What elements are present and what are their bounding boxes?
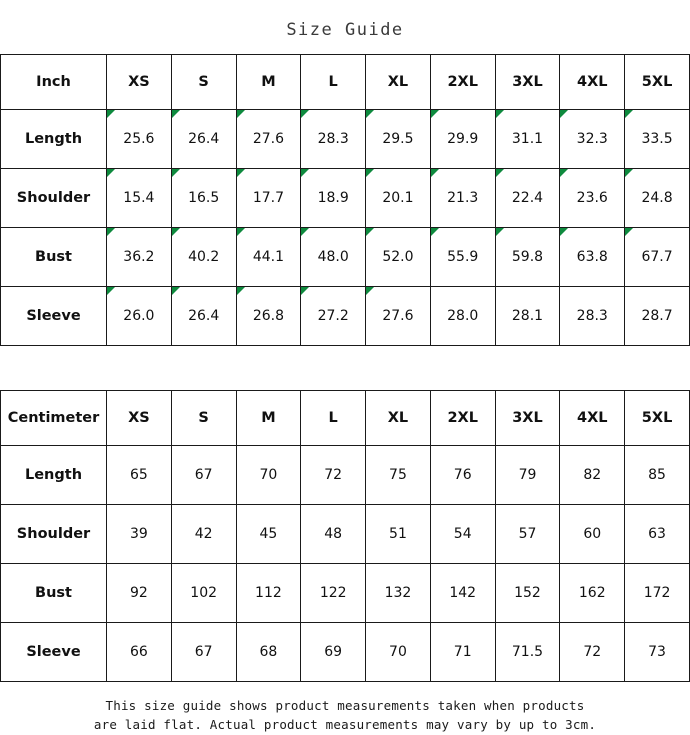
cell-bust-l: 122 xyxy=(301,564,366,623)
cell-sleeve-5xl: 73 xyxy=(625,623,690,682)
column-header-l: L xyxy=(301,391,366,446)
cell-shoulder-s: 16.5 xyxy=(171,169,236,228)
column-header-2xl: 2XL xyxy=(430,55,495,110)
cell-shoulder-xl: 20.1 xyxy=(366,169,431,228)
table-row xyxy=(1,287,690,346)
cell-shoulder-xs: 39 xyxy=(107,505,172,564)
cell-length-xl: 75 xyxy=(366,446,431,505)
table-spacer xyxy=(0,346,690,390)
cell-sleeve-2xl: 71 xyxy=(430,623,495,682)
table-row xyxy=(1,446,690,505)
cell-bust-xs: 92 xyxy=(107,564,172,623)
page-title: Size Guide xyxy=(286,20,404,40)
cell-bust-2xl: 55.9 xyxy=(430,228,495,287)
cell-sleeve-xl: 70 xyxy=(366,623,431,682)
cell-bust-xs: 36.2 xyxy=(107,228,172,287)
footer-note-line-1: This size guide shows product measurements taken when products xyxy=(105,698,585,713)
size-table-centimeter xyxy=(0,390,690,682)
cell-bust-l: 48.0 xyxy=(301,228,366,287)
cell-sleeve-s: 67 xyxy=(171,623,236,682)
cell-length-4xl: 82 xyxy=(560,446,625,505)
cell-bust-m: 112 xyxy=(236,564,301,623)
cell-shoulder-m: 45 xyxy=(236,505,301,564)
cell-length-xs: 25.6 xyxy=(107,110,172,169)
cell-bust-s: 40.2 xyxy=(171,228,236,287)
table-row xyxy=(1,505,690,564)
column-header-3xl: 3XL xyxy=(495,391,560,446)
cell-length-m: 27.6 xyxy=(236,110,301,169)
cell-length-5xl: 85 xyxy=(625,446,690,505)
row-label-shoulder: Shoulder xyxy=(1,505,107,564)
cell-bust-3xl: 59.8 xyxy=(495,228,560,287)
table-row xyxy=(1,110,690,169)
cell-shoulder-5xl: 63 xyxy=(625,505,690,564)
cell-shoulder-4xl: 60 xyxy=(560,505,625,564)
cell-sleeve-3xl: 71.5 xyxy=(495,623,560,682)
column-header-l: L xyxy=(301,55,366,110)
cell-shoulder-3xl: 22.4 xyxy=(495,169,560,228)
column-header-5xl: 5XL xyxy=(625,391,690,446)
row-label-sleeve: Sleeve xyxy=(1,623,107,682)
cell-sleeve-m: 68 xyxy=(236,623,301,682)
cell-length-xs: 65 xyxy=(107,446,172,505)
cell-length-3xl: 31.1 xyxy=(495,110,560,169)
column-header-4xl: 4XL xyxy=(560,391,625,446)
table-row xyxy=(1,228,690,287)
cell-length-m: 70 xyxy=(236,446,301,505)
cell-shoulder-l: 18.9 xyxy=(301,169,366,228)
column-header-xl: XL xyxy=(366,55,431,110)
cell-length-l: 72 xyxy=(301,446,366,505)
row-label-bust: Bust xyxy=(1,564,107,623)
table-row xyxy=(1,169,690,228)
cell-sleeve-4xl: 28.3 xyxy=(560,287,625,346)
cell-bust-xl: 52.0 xyxy=(366,228,431,287)
column-header-3xl: 3XL xyxy=(495,55,560,110)
cell-shoulder-2xl: 21.3 xyxy=(430,169,495,228)
cell-sleeve-xs: 26.0 xyxy=(107,287,172,346)
cell-length-xl: 29.5 xyxy=(366,110,431,169)
cell-sleeve-l: 69 xyxy=(301,623,366,682)
cell-sleeve-4xl: 72 xyxy=(560,623,625,682)
cell-shoulder-xl: 51 xyxy=(366,505,431,564)
cell-bust-s: 102 xyxy=(171,564,236,623)
cell-length-4xl: 32.3 xyxy=(560,110,625,169)
cell-shoulder-2xl: 54 xyxy=(430,505,495,564)
row-label-length: Length xyxy=(1,446,107,505)
column-header-m: M xyxy=(236,55,301,110)
cell-length-2xl: 76 xyxy=(430,446,495,505)
row-label-bust: Bust xyxy=(1,228,107,287)
footer-note xyxy=(0,682,690,735)
column-header-5xl: 5XL xyxy=(625,55,690,110)
table-row xyxy=(1,564,690,623)
cell-bust-xl: 132 xyxy=(366,564,431,623)
column-header-2xl: 2XL xyxy=(430,391,495,446)
table-header-row xyxy=(1,55,690,110)
cell-shoulder-4xl: 23.6 xyxy=(560,169,625,228)
size-table-inch xyxy=(0,54,690,346)
column-header-4xl: 4XL xyxy=(560,55,625,110)
cell-bust-4xl: 162 xyxy=(560,564,625,623)
row-label-length: Length xyxy=(1,110,107,169)
cell-length-5xl: 33.5 xyxy=(625,110,690,169)
cell-length-3xl: 79 xyxy=(495,446,560,505)
column-header-s: S xyxy=(171,55,236,110)
cell-length-s: 67 xyxy=(171,446,236,505)
cell-length-s: 26.4 xyxy=(171,110,236,169)
cell-sleeve-m: 26.8 xyxy=(236,287,301,346)
cell-sleeve-xl: 27.6 xyxy=(366,287,431,346)
cell-length-2xl: 29.9 xyxy=(430,110,495,169)
cell-sleeve-3xl: 28.1 xyxy=(495,287,560,346)
unit-label-inch: Inch xyxy=(1,55,107,110)
cell-shoulder-5xl: 24.8 xyxy=(625,169,690,228)
cell-bust-m: 44.1 xyxy=(236,228,301,287)
cell-sleeve-2xl: 28.0 xyxy=(430,287,495,346)
column-header-s: S xyxy=(171,391,236,446)
footer-note-line-2: are laid flat. Actual product measurements may vary by up to 3cm. xyxy=(93,717,597,733)
cell-sleeve-xs: 66 xyxy=(107,623,172,682)
cell-bust-3xl: 152 xyxy=(495,564,560,623)
table-row xyxy=(1,623,690,682)
cell-length-l: 28.3 xyxy=(301,110,366,169)
cell-shoulder-m: 17.7 xyxy=(236,169,301,228)
row-label-sleeve: Sleeve xyxy=(1,287,107,346)
table-header-row xyxy=(1,391,690,446)
cell-bust-4xl: 63.8 xyxy=(560,228,625,287)
cell-shoulder-l: 48 xyxy=(301,505,366,564)
cell-shoulder-3xl: 57 xyxy=(495,505,560,564)
cell-shoulder-s: 42 xyxy=(171,505,236,564)
cell-bust-5xl: 67.7 xyxy=(625,228,690,287)
column-header-xs: XS xyxy=(107,391,172,446)
column-header-xl: XL xyxy=(366,391,431,446)
unit-label-centimeter: Centimeter xyxy=(1,391,107,446)
cell-bust-5xl: 172 xyxy=(625,564,690,623)
cell-sleeve-s: 26.4 xyxy=(171,287,236,346)
row-label-shoulder: Shoulder xyxy=(1,169,107,228)
column-header-xs: XS xyxy=(107,55,172,110)
cell-shoulder-xs: 15.4 xyxy=(107,169,172,228)
cell-bust-2xl: 142 xyxy=(430,564,495,623)
column-header-m: M xyxy=(236,391,301,446)
cell-sleeve-5xl: 28.7 xyxy=(625,287,690,346)
cell-sleeve-l: 27.2 xyxy=(301,287,366,346)
